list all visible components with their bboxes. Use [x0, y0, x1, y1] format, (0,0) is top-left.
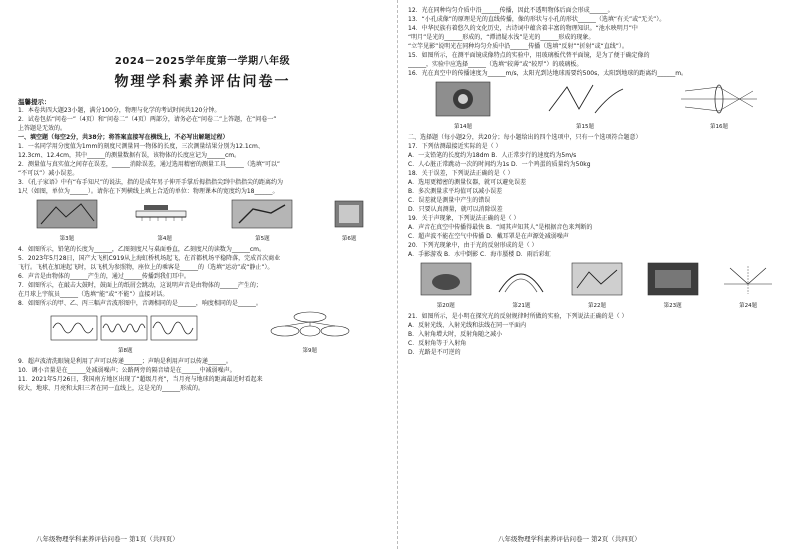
figure	[495, 262, 547, 309]
figure-image	[495, 262, 547, 300]
figure-image	[647, 262, 699, 300]
figure	[679, 81, 759, 130]
question-line: A．选用更精密的测量仪器，就可以避免误差	[408, 179, 527, 186]
question-line: 较大，地球、月亮和太阳三者在同一直线上，这是光的______形成的。	[18, 385, 205, 392]
figure-caption: 第3题	[59, 236, 75, 242]
question-line: 13．“小孔成像”的原理是光的直线传播，像的形状与小孔的形状______（选填“有关”或“无关”）。	[408, 16, 666, 23]
figure-caption: 第20题	[436, 303, 455, 309]
question-line: 7．如图所示，在敲击大鼓时，鼓面上的纸屑会跳动，这说明声音是由物体的______产生的；	[18, 282, 262, 289]
figure-image	[722, 262, 774, 300]
question-line: A．反射光线、入射光线和法线在同一平面内	[408, 322, 527, 329]
figure-image	[265, 311, 355, 345]
question-line: 10．调小音量是在______处减弱噪声；公路两旁的隔音墙是在______中减弱噪声。	[18, 367, 236, 374]
left-figure-row	[18, 199, 387, 242]
figure	[36, 199, 98, 242]
figure	[722, 262, 774, 309]
question-line: A．声音在真空中传播得最快 B．“闻其声知其人”是根据音色来判断的	[408, 224, 593, 231]
question-line: 2．试卷包括“问卷一”（4页）和“问卷二”（4页）两部分，请务必在“问卷二”上答题，在“问卷一”	[18, 116, 277, 123]
figure	[545, 81, 625, 130]
question-line: 1．本卷共四大题23小题，满分100分，物理与化学的考试时间共120分钟。	[18, 107, 221, 114]
question-line: “立竿见影”说明光在同种均匀介质中沿______传播（选填“反射”“折射”或“直线”）。	[408, 43, 628, 50]
figure	[231, 199, 293, 242]
figure-image	[36, 199, 98, 233]
question-line: 8．如图所示的甲、乙、丙三幅声音波形图中，音调相同的是______，响度相同的是______。	[18, 300, 262, 307]
question-line: C．误差就是测量中产生的错误	[408, 197, 491, 204]
figure-image	[50, 315, 200, 345]
page-right	[397, 0, 794, 549]
question-line: 1．一名同学用分度值为1mm的刻度尺测量同一物体的长度，三次测量结果分别为12.1cm、	[18, 143, 264, 150]
left-questions-b	[18, 245, 387, 308]
question-line: 在月球上宇航员______（选填“能”或“不能”）直接对话。	[18, 291, 169, 298]
right-questions-a	[408, 6, 786, 78]
right-figure-row-2	[408, 262, 786, 309]
figure-caption: 第4题	[157, 236, 172, 242]
left-questions-a	[18, 142, 387, 196]
figure-image	[329, 199, 369, 233]
question-line: A．一支铅笔的长度约为18dm B．人正常步行的速度约为5m/s	[408, 152, 577, 159]
question-line: 3．《孔子家语》中有“布手知尺”的说法，指的是成年男子伸开手掌后拇指指尖到中指指尖的距离约为	[18, 179, 284, 186]
figure-image	[571, 262, 623, 300]
question-line: 上答题是无效的。	[18, 125, 67, 132]
left-figure-row-2	[18, 311, 387, 354]
notes-heading: 温馨提示：	[18, 98, 51, 106]
question-line: C．超声波不能在空气中传播 D．戴耳罩是在声源处减弱噪声	[408, 233, 569, 240]
figure-caption: 第6题	[341, 236, 357, 242]
figure-image	[545, 81, 625, 121]
question-line: 20．下列光现象中，由于光的反射形成的是（ ）	[408, 242, 538, 249]
question-line: “明月”是光的______形成的，“潭清疑水浅”是光的______形成的现象。	[408, 34, 595, 41]
question-line: 1尺（如图，单位为______）。请你在下列横线上填上合适的单位：物理课本的宽度约为18______。	[18, 188, 279, 195]
figure-image	[435, 81, 491, 121]
question-line: 15．如图所示，在测平面镜成像特点的实验中，用玻璃板代替平面镜，是为了便于确定像的	[408, 52, 650, 59]
question-line: 19．关于声现象，下列说法正确的是（ ）	[408, 215, 520, 222]
question-line: 二、选择题（每小题2分，共20分；每小题给出的四个选项中，只有一个选项符合题意）	[408, 134, 642, 141]
question-line: D．光路是不可逆的	[408, 349, 461, 356]
question-line: ______，实验中应选择______（选填“较薄”或“较厚”）的玻璃板。	[408, 61, 583, 68]
right-questions-c	[408, 312, 786, 357]
question-line: 14．中华民族有着悠久的文化历史，古诗词中蕴含着丰富的物理知识。“池水映明月”中	[408, 25, 638, 32]
question-line: B．多次测量求平均值可以减小误差	[408, 188, 503, 195]
right-figure-row	[408, 81, 786, 130]
question-line: A．手影游戏 B．水中倒影 C．海市蜃楼 D．雨后彩虹	[408, 251, 551, 258]
figure-caption: 第8题	[118, 348, 133, 354]
figure-caption: 第5题	[255, 236, 270, 242]
figure-caption: 第14题	[454, 124, 472, 130]
question-line: “不可以”）减小误差。	[18, 170, 79, 177]
figure-image	[679, 81, 759, 121]
question-line: B．入射角增大时，反射角随之减小	[408, 331, 503, 338]
question-line: 12.3cm、12.4cm，其中______的测量数据有误，该物体的长度应记为______cm。	[18, 152, 241, 159]
figure	[435, 81, 491, 130]
figure	[420, 262, 472, 309]
footer-left: 八年级物理学科素养评估问卷一 第1页（共四页）	[36, 535, 179, 543]
question-line: 2．测量值与真实值之间存在误差，______消除误差，通过选用精密的测量工具______（选填“可以”	[18, 161, 281, 168]
question-line: 12．光在同种均匀介质中沿______传播，因此不透明物体后面会形成______。	[408, 7, 614, 14]
question-line: 4．如图所示，铅笔的长度为______，乙图刻度尺与桌面垂直，乙刻度尺的读数为______cm。	[18, 246, 265, 253]
question-line: C．人心脏正常跳动一次的时间约为1s D．一个鸡蛋的质量约为50kg	[408, 161, 591, 168]
figure-caption: 第23题	[663, 303, 682, 309]
figure	[265, 311, 355, 354]
right-questions-b	[408, 133, 786, 259]
question-line: 6．声音是由物体的______产生的，通过______传播到我们耳中。	[18, 273, 190, 280]
left-questions-c	[18, 357, 387, 393]
question-line: 16．光在真空中的传播速度为______m/s，太阳光到达地球需要约500s，太阳到地球的距离约______m。	[408, 70, 688, 77]
question-line: 21．如图所示，是小明在探究光的反射规律时所做的实验，下列说法正确的是（ ）	[408, 313, 628, 320]
figure	[134, 199, 196, 242]
figure	[647, 262, 699, 309]
figure	[571, 262, 623, 309]
figure-image	[134, 199, 196, 233]
figure-caption: 第22题	[587, 303, 606, 309]
question-line: 5．2023年5月28日，国产大飞机C919从上海虹桥机场起飞，在首都机场平稳降落，完成首次商业	[18, 255, 281, 262]
year-line: 2024－2025学年度第一学期八年级	[114, 56, 291, 67]
figure	[50, 315, 200, 354]
notes-list	[18, 106, 387, 133]
question-line: D．只要认真测量，就可以消除误差	[408, 206, 503, 213]
question-line: 18．关于误差，下列说法正确的是（ ）	[408, 170, 514, 177]
figure-caption: 第16题	[710, 124, 728, 130]
figure	[329, 199, 369, 242]
footer-right: 八年级物理学科素养评估问卷一 第2页（共四页）	[498, 535, 641, 543]
question-line: 9．超声波清洗眼镜是利用了声可以传递______；声呐是利用声可以传递______。	[18, 358, 232, 365]
figure-caption: 第9题	[302, 348, 317, 354]
question-line: C．反射角等于入射角	[408, 340, 467, 347]
question-line: 飞行。飞机在加速起飞时，以飞机为参照物，座位上的乘客是______的（选填“运动”或“静止”）。	[18, 264, 274, 271]
figure-caption: 第15题	[576, 124, 594, 130]
figure-caption: 第24题	[739, 303, 758, 309]
figure-image	[420, 262, 472, 300]
figure-caption: 第21题	[512, 303, 531, 309]
section-fill-title: 一、填空题（每空2分，共38分；将答案直接写在横线上，不必写出解题过程）	[18, 134, 229, 141]
question-line: 11．2021年5月26日，我国南方地区出现了“超级月亮”，当月亮与地球的距离最近时看起来	[18, 376, 263, 383]
page-title: 物理学科素养评估问卷一	[114, 74, 291, 90]
question-line: 17．下列估测最接近实际的是（ ）	[408, 143, 502, 150]
figure-image	[231, 199, 293, 233]
